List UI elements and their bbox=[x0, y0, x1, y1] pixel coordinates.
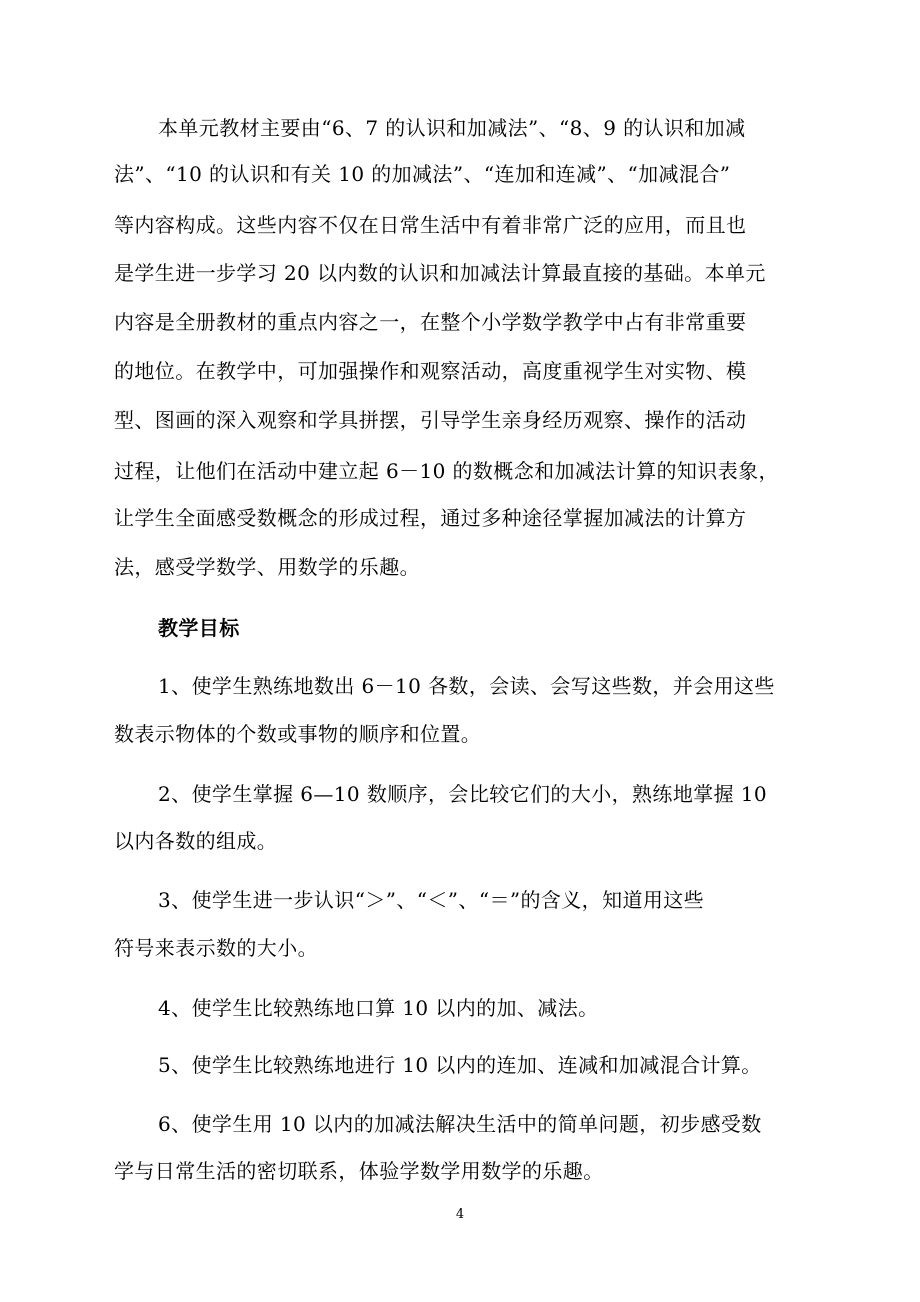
intro-line: 过程，让他们在活动中建立起 6－10 的数概念和加减法计算的知识表象， bbox=[114, 459, 779, 483]
intro-line: 让学生全面感受数概念的形成过程，通过多种途径掌握加减法的计算方 bbox=[114, 506, 747, 530]
goal-line: 5、使学生比较熟练地进行 10 以内的连加、连减和加减混合计算。 bbox=[158, 1053, 762, 1077]
goal-line: 3、使学生进一步认识“＞”、“＜”、“＝”的含义，知道用这些 bbox=[158, 888, 705, 912]
goal-line: 1、使学生熟练地数出 6－10 各数，会读、会写这些数，并会用这些 bbox=[158, 674, 775, 698]
goal-line: 符号来表示数的大小。 bbox=[114, 936, 318, 960]
page-number: 4 bbox=[455, 1207, 465, 1222]
intro-line: 型、图画的深入观察和学具拼摆，引导学生亲身经历观察、操作的活动 bbox=[114, 408, 747, 432]
intro-line: 本单元教材主要由“6、7 的认识和加减法”、“8、9 的认识和加减 bbox=[158, 116, 746, 140]
section-heading: 教学目标 bbox=[158, 616, 240, 640]
intro-line: 等内容构成。这些内容不仅在日常生活中有着非常广泛的应用，而且也 bbox=[114, 213, 747, 237]
goal-line: 以内各数的组成。 bbox=[114, 829, 278, 853]
goal-line: 2、使学生掌握 6—10 数顺序，会比较它们的大小，熟练地掌握 10 bbox=[158, 782, 768, 806]
intro-line: 法”、“10 的认识和有关 10 的加减法”、“连加和连减”、“加减混合” bbox=[114, 162, 731, 186]
goal-line: 学与日常生活的密切联系，体验学数学用数学的乐趣。 bbox=[114, 1159, 604, 1183]
goal-line: 数表示物体的个数或事物的顺序和位置。 bbox=[114, 722, 482, 746]
goal-line: 6、使学生用 10 以内的加减法解决生活中的简单问题，初步感受数 bbox=[158, 1112, 762, 1136]
intro-line: 法，感受学数学、用数学的乐趣。 bbox=[114, 555, 420, 579]
goal-line: 4、使学生比较熟练地口算 10 以内的加、减法。 bbox=[158, 996, 599, 1020]
intro-line: 的地位。在教学中，可加强操作和观察活动，高度重视学生对实物、模 bbox=[114, 359, 747, 383]
intro-line: 是学生进一步学习 20 以内数的认识和加减法计算最直接的基础。本单元 bbox=[114, 261, 766, 285]
intro-line: 内容是全册教材的重点内容之一，在整个小学数学教学中占有非常重要 bbox=[114, 310, 747, 334]
